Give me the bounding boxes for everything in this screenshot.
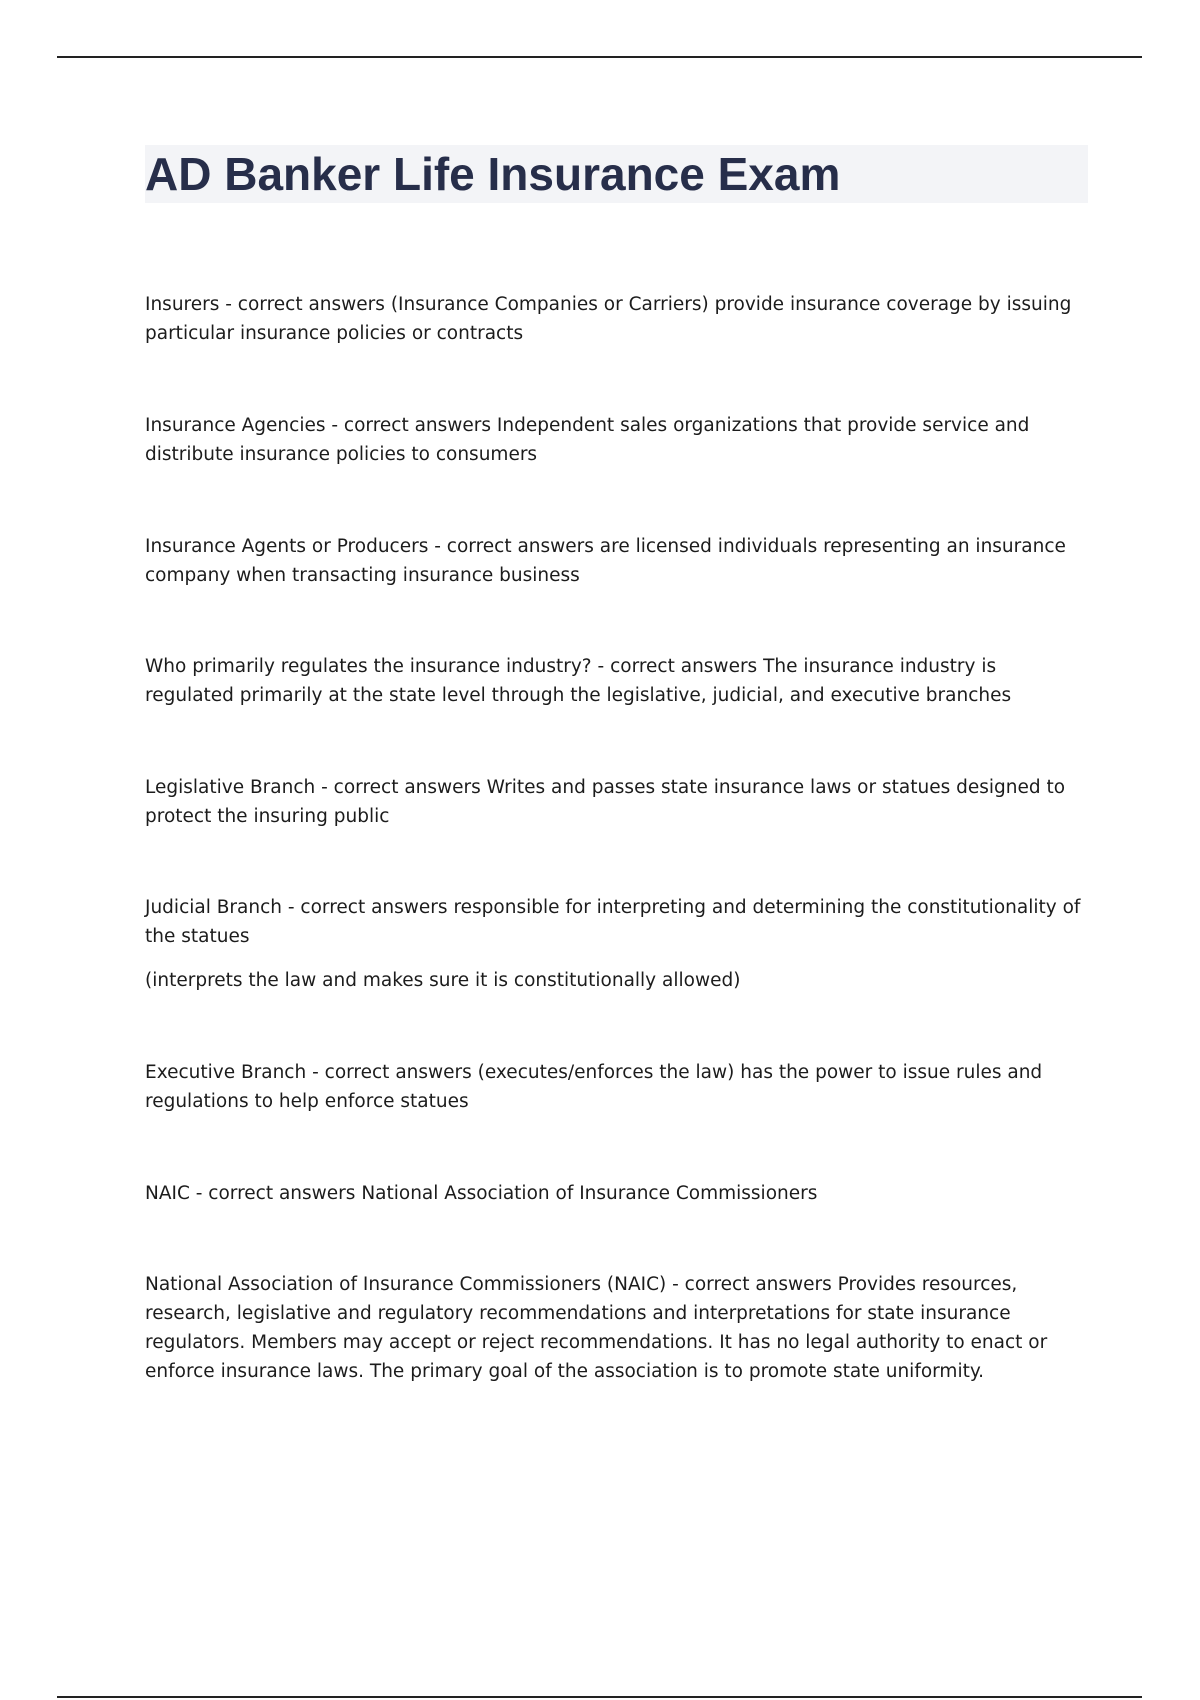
qa-separator: - correct answers (219, 294, 391, 315)
qa-entry-executive-branch (145, 1058, 1090, 1116)
qa-term: NAIC (145, 1183, 190, 1204)
qa-answer: (executes/enforces the law) has the power to issue rules and regulations to help enforce statues (145, 1062, 1043, 1112)
qa-term: Insurance Agencies (145, 415, 326, 436)
qa-separator: - correct answers (282, 897, 454, 918)
qa-answer: Writes and passes state insurance laws or statues designed to protect the insuring public (145, 777, 1066, 827)
qa-separator: - correct answers (428, 536, 600, 557)
qa-text (145, 652, 1090, 710)
qa-note: (interprets the law and makes sure it is constitutionally allowed) (145, 970, 741, 991)
qa-text (145, 411, 1090, 469)
qa-answer: Provides resources, research, legislative and regulatory recommendations and interpretations for state insurance regulators. Members may accept or reject recommendations. It has no legal authority to enact or enforce insurance laws. The primary goal of the association is to promote state uniformity. (145, 1274, 1048, 1382)
qa-separator: - correct answers (306, 1062, 478, 1083)
qa-separator: - correct answers (315, 777, 487, 798)
qa-entry-naic (145, 1179, 1090, 1208)
qa-separator: - correct answers (325, 415, 497, 436)
qa-text (145, 1058, 1090, 1116)
qa-entry-who-regulates (145, 652, 1090, 710)
qa-term: Who primarily regulates the insurance industry? (145, 656, 592, 677)
qa-text (145, 1270, 1090, 1386)
qa-term: Insurers (145, 294, 220, 315)
qa-term: Insurance Agents or Producers (145, 536, 429, 557)
qa-separator: - correct answers (189, 1183, 362, 1204)
qa-term: Executive Branch (145, 1062, 307, 1083)
qa-answer: The insurance industry is regulated primarily at the state level through the legislative, judicial, and executive branches (145, 656, 1012, 706)
qa-entry-agents-producers (145, 532, 1090, 590)
qa-text (145, 1179, 1090, 1208)
qa-answer: are licensed individuals representing an insurance company when transacting insurance business (145, 536, 1066, 586)
qa-text (145, 532, 1090, 590)
qa-separator: - correct answers (666, 1274, 838, 1295)
qa-separator: - correct answers (591, 656, 764, 677)
document-title: AD Banker Life Insurance Exam (145, 148, 841, 200)
qa-entry-insurers (145, 290, 1090, 348)
qa-term: National Association of Insurance Commissioners (NAIC) (145, 1274, 667, 1295)
qa-text (145, 893, 1090, 951)
qa-answer: National Association of Insurance Commissioners (361, 1183, 818, 1204)
qa-answer: responsible for interpreting and determining the constitutionality of the statues (145, 897, 1081, 947)
bottom-rule (57, 1696, 1142, 1698)
qa-term: Judicial Branch (145, 897, 282, 918)
qa-answer: (Insurance Companies or Carriers) provide insurance coverage by issuing particular insurance policies or contracts (145, 294, 1072, 344)
qa-text (145, 773, 1090, 831)
top-rule (57, 56, 1142, 58)
qa-answer: Independent sales organizations that provide service and distribute insurance policies to consumers (145, 415, 1030, 465)
qa-entry-judicial-branch (145, 893, 1090, 995)
qa-entry-naic-full (145, 1270, 1090, 1386)
qa-text (145, 290, 1090, 348)
qa-term: Legislative Branch (145, 777, 316, 798)
qa-entry-insurance-agencies (145, 411, 1090, 469)
qa-entry-legislative-branch (145, 773, 1090, 831)
